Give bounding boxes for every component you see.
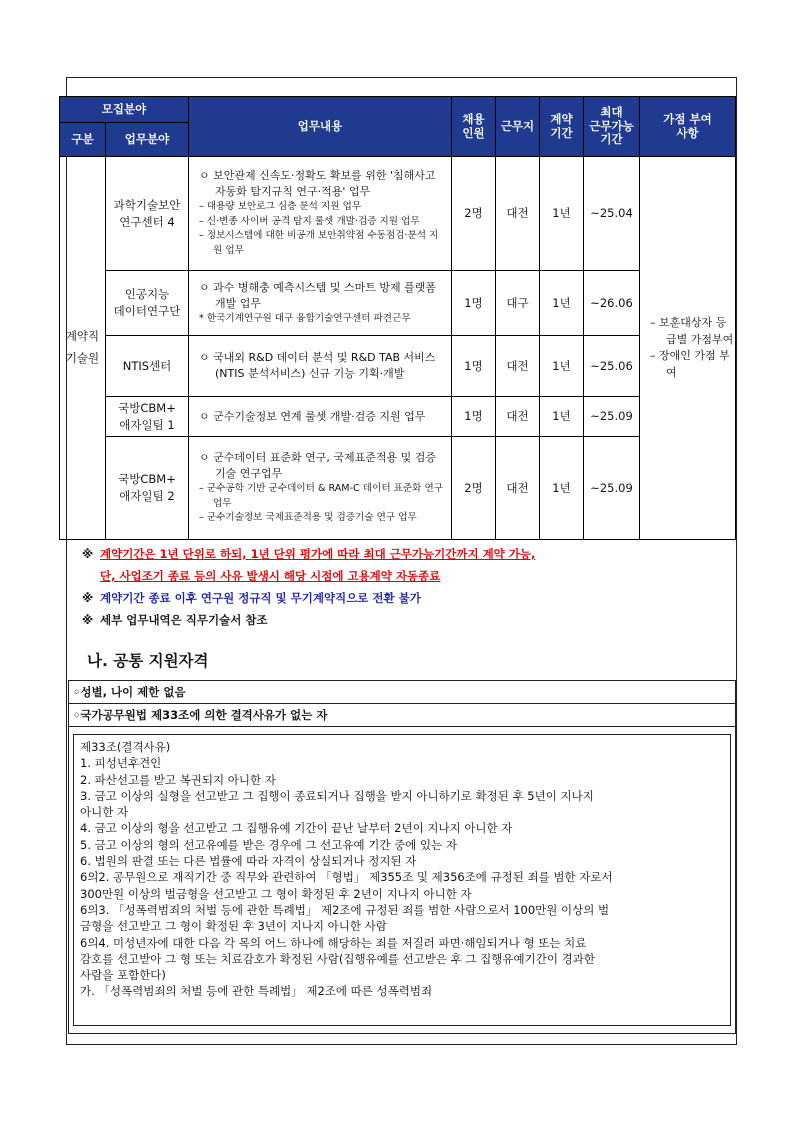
law-line: 6. 법원의 판결 또는 다른 법률에 따라 자격이 상실되거나 정지된 자 (80, 854, 417, 869)
requirements-box (68, 680, 736, 1034)
duty-line: – 신·변종 사이버 공격 탐지 룰셋 개발·검증 지원 업무 (199, 215, 420, 227)
law-line: 1. 피성년후견인 (80, 756, 162, 771)
duty-line: – 군수공학 기반 군수데이터 & RAM-C 데이터 표준화 연구 업무 (199, 482, 444, 509)
period-cell: 1년 (540, 336, 584, 397)
field-cell: 국방CBM+ 애자일팀 2 (106, 437, 189, 540)
law-line: 가. 「성폭력범죄의 처벌 등에 관한 특례법」 제2조에 따른 성폭력범죄 (80, 984, 433, 999)
note-contract-terms: ※ 계약기간은 1년 단위로 하되, 1년 단위 평가에 따라 최대 근무가능기간까지 계약 가능, (82, 547, 536, 561)
law-line: 5. 금고 이상의 형의 선고유예를 받은 경우에 그 선고유예 기간 중에 있는 자 (80, 837, 457, 852)
period-cell: 1년 (540, 437, 584, 540)
recruitment-table (59, 96, 736, 540)
law-line: 제33조(결격사유) (80, 740, 171, 754)
hires-cell: 2명 (452, 157, 496, 271)
field-cell: 과학기술보안 연구센터 4 (106, 157, 189, 271)
duty-line: ㅇ 과수 병해충 예측시스템 및 스마트 방제 플랫폼 개발 업무 (199, 280, 436, 310)
hires-cell: 1명 (452, 336, 496, 397)
duties-cell (189, 271, 452, 336)
law-line: 6의2. 공무원으로 재직기간 중 직무와 관련하여 「형법」 제355조 및 제356조에 규정된 죄를 범한 자로서 (80, 870, 613, 885)
header-bonus: 가점 부여 사항 (640, 97, 736, 157)
field-cell: NTIS센터 (106, 336, 189, 397)
header-contract-period: 계약 기간 (540, 97, 584, 157)
duty-line: ㅇ 군수데이터 표준화 연구, 국제표준적용 및 검증기술 연구업무 (199, 450, 436, 480)
hires-cell: 2명 (452, 437, 496, 540)
header-work-field: 업무분야 (106, 123, 189, 157)
notes (82, 543, 535, 631)
requirement-item: ◦국가공무원법 제33조에 의한 결격사유가 없는 자 (69, 704, 735, 727)
duty-line: ㅇ 국내외 R&D 데이터 분석 및 R&D TAB 서비스 (NTIS 분석서비스) 신규 기능 기획·개발 (199, 351, 436, 380)
max-period-cell: ~25.09 (584, 437, 640, 540)
section-title: 나. 공통 지원자격 (87, 652, 209, 670)
note-early-termination: 단, 사업조기 종료 등의 사유 발생시 해당 시점에 고용계약 자동종료 (100, 569, 441, 583)
duties-cell (189, 157, 452, 271)
header-location: 근무지 (496, 97, 540, 157)
law-article-box (73, 734, 731, 1026)
location-cell: 대전 (496, 397, 540, 437)
max-period-cell: ~25.06 (584, 336, 640, 397)
header-max-period: 최대 근무가능 기간 (584, 97, 640, 157)
category-cell: 계약직 기술원 (60, 157, 106, 540)
duties-cell (189, 336, 452, 397)
max-period-cell: ~26.06 (584, 271, 640, 336)
duty-line: – 정보시스템에 대한 비공개 보안취약점 수동점검·분석 지원 업무 (199, 230, 439, 257)
note-no-conversion: ※ 계약기간 종료 이후 연구원 정규직 및 무기계약직으로 전환 불가 (82, 591, 421, 605)
location-cell: 대전 (496, 437, 540, 540)
law-line: 300만원 이상의 벌금형을 선고받고 그 형이 확정된 후 2년이 지나지 아니한 자 (80, 886, 472, 901)
law-line: 6의3. 「성폭력범죄의 처벌 등에 관한 특례법」 제2조에 규정된 죄를 범한 사람으로서 100만원 이상의 벌 (80, 902, 610, 917)
period-cell: 1년 (540, 157, 584, 271)
field-cell: 국방CBM+ 애자일팀 1 (106, 397, 189, 437)
law-line: 3. 금고 이상의 실형을 선고받고 그 집행이 종료되거나 집행을 받지 아니하기로 확정된 후 5년이 지나지 (80, 788, 594, 803)
duties-cell (189, 397, 452, 437)
law-line: 4. 금고 이상의 형을 선고받고 그 집행유예 기간이 끝난 날부터 2년이 지나지 아니한 자 (80, 821, 513, 836)
duty-line: – 대용량 보안로그 심층 분석 지원 업무 (199, 200, 362, 212)
law-line: 감호를 선고받아 그 형 또는 치료감호가 확정된 사람(집행유예를 선고받은 후 그 집행유예기간이 경과한 (80, 951, 595, 966)
header-category: 구분 (60, 123, 106, 157)
header-recruit-field: 모집분야 (60, 97, 189, 123)
location-cell: 대전 (496, 157, 540, 271)
period-cell: 1년 (540, 397, 584, 437)
max-period-cell: ~25.09 (584, 397, 640, 437)
header-hires: 채용 인원 (452, 97, 496, 157)
requirement-item: ◦성별, 나이 제한 없음 (69, 681, 735, 704)
duty-line: ㅇ 보안관제 신속도·정확도 확보를 위한 '침해사고 자동화 탐지규칙 연구·적용' 업무 (199, 168, 436, 198)
duty-line: ㅇ 군수기술정보 연계 룰셋 개발·검증 지원 업무 (199, 409, 426, 423)
law-line: 금형을 선고받고 그 형이 확정된 후 3년이 지나지 아니한 사람 (80, 919, 387, 934)
note-job-description: ※ 세부 업무내역은 직무기술서 참조 (82, 613, 268, 627)
location-cell: 대전 (496, 336, 540, 397)
period-cell: 1년 (540, 271, 584, 336)
law-line: 아니한 자 (80, 805, 129, 820)
bonus-item: – 장애인 가점 부여 (650, 349, 730, 379)
duty-line: * 한국기계연구원 대구 융합기술연구센터 파견근무 (199, 312, 411, 324)
max-period-cell: ~25.04 (584, 157, 640, 271)
location-cell: 대구 (496, 271, 540, 336)
law-line: 6의4. 미성년자에 대한 다음 각 목의 어느 하나에 해당하는 죄를 저질러 파면·해임되거나 형 또는 치료 (80, 935, 587, 950)
duty-line: – 군수기술정보 국제표준적용 및 검증기술 연구 업무 (199, 512, 417, 524)
law-line: 사람을 포함한다) (80, 968, 166, 983)
bonus-cell (640, 157, 736, 540)
field-cell: 인공지능 데이터연구단 (106, 271, 189, 336)
header-duties: 업무내용 (189, 97, 452, 157)
hires-cell: 1명 (452, 397, 496, 437)
duties-cell (189, 437, 452, 540)
bonus-item: – 보훈대상자 등급별 가점부여 (650, 316, 734, 346)
hires-cell: 1명 (452, 271, 496, 336)
law-line: 2. 파산선고를 받고 복권되지 아니한 자 (80, 772, 276, 787)
